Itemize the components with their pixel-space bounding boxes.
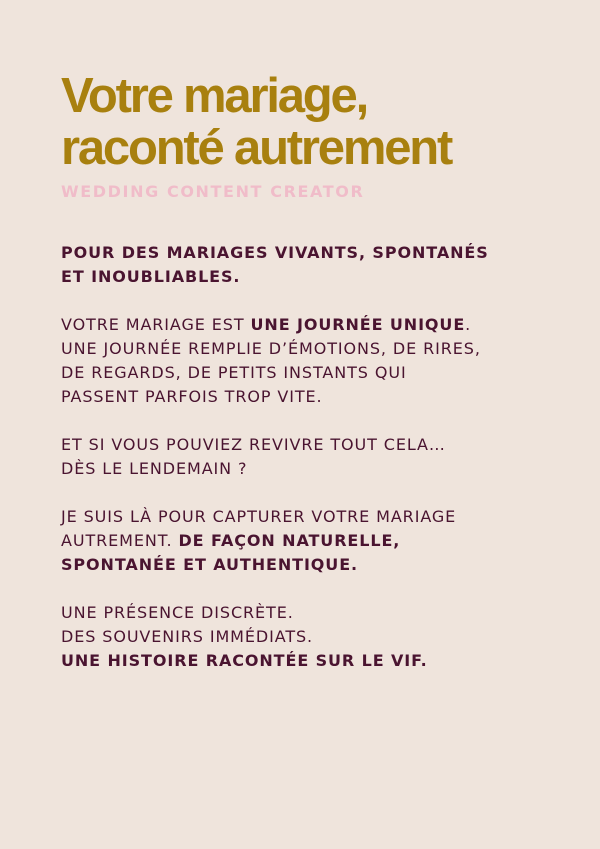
intro-line-1: POUR DES MARIAGES VIVANTS, SPONTANÉS — [61, 243, 489, 262]
paragraph-1-line-3: DE REGARDS, DE PETITS INSTANTS QUI — [61, 363, 407, 382]
paragraph-2 — [61, 433, 561, 481]
page-title — [61, 70, 561, 174]
paragraph-4-line-3: UNE HISTOIRE RACONTÉE SUR LE VIF. — [61, 651, 428, 670]
intro-line-2: ET INOUBLIABLES. — [61, 267, 241, 286]
paragraph-1-line-4: PASSENT PARFOIS TROP VITE. — [61, 387, 323, 406]
paragraph-3-line-2 — [61, 529, 561, 553]
paragraph-1-line-1 — [61, 313, 561, 337]
paragraph-3 — [61, 505, 561, 577]
paragraph-3-prefix: AUTREMENT. — [61, 531, 179, 550]
document-page — [61, 70, 561, 697]
body-text — [61, 241, 561, 673]
paragraph-1-line-2: UNE JOURNÉE REMPLIE D’ÉMOTIONS, DE RIRES, — [61, 339, 481, 358]
title-line-2: raconté autrement — [61, 121, 452, 175]
paragraph-4 — [61, 601, 561, 673]
paragraph-1-suffix: . — [465, 315, 472, 334]
paragraph-2-line-2: DÈS LE LENDEMAIN ? — [61, 459, 248, 478]
subtitle: WEDDING CONTENT CREATOR — [61, 182, 365, 201]
paragraph-4-line-1: UNE PRÉSENCE DISCRÈTE. — [61, 603, 294, 622]
paragraph-4-line-2: DES SOUVENIRS IMMÉDIATS. — [61, 627, 314, 646]
title-line-1: Votre mariage, — [61, 69, 367, 123]
intro-paragraph — [61, 241, 561, 289]
paragraph-3-line-1: JE SUIS LÀ POUR CAPTURER VOTRE MARIAGE — [61, 507, 457, 526]
paragraph-3-line-3: SPONTANÉE ET AUTHENTIQUE. — [61, 555, 359, 574]
paragraph-2-line-1: ET SI VOUS POUVIEZ REVIVRE TOUT CELA… — [61, 435, 446, 454]
paragraph-1-emphasis: UNE JOURNÉE UNIQUE — [250, 315, 466, 334]
paragraph-1-prefix: VOTRE MARIAGE EST — [61, 315, 251, 334]
paragraph-1 — [61, 313, 561, 409]
paragraph-3-emphasis: DE FAÇON NATURELLE, — [178, 531, 401, 550]
